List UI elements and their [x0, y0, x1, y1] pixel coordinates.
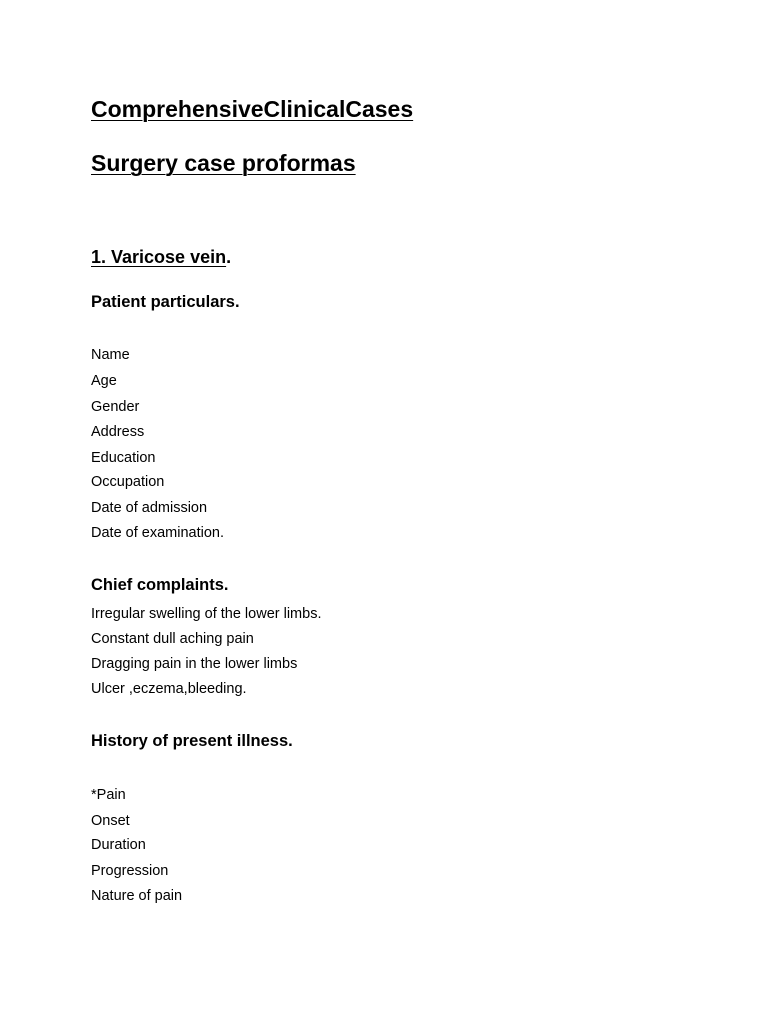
history-item-onset: Onset: [91, 813, 130, 829]
chief-complaints-heading: Chief complaints.: [91, 576, 229, 594]
patient-particulars-heading: Patient particulars.: [91, 293, 240, 311]
patient-field-education: Education: [91, 450, 156, 466]
history-present-illness-heading: History of present illness.: [91, 732, 293, 750]
complaint-item-dull-pain: Constant dull aching pain: [91, 631, 254, 647]
history-item-nature-of-pain: Nature of pain: [91, 888, 183, 904]
document-title: ComprehensiveClinicalCases: [91, 96, 414, 122]
patient-field-address: Address: [91, 424, 145, 440]
complaint-item-dragging-pain: Dragging pain in the lower limbs: [91, 656, 298, 672]
document-subtitle: Surgery case proformas: [91, 150, 356, 176]
patient-field-date-of-examination: Date of examination.: [91, 525, 224, 541]
case-heading: [91, 247, 231, 268]
case-heading-period: .: [226, 247, 232, 267]
patient-field-name: Name: [91, 347, 130, 363]
case-heading-text: 1. Varicose vein: [91, 247, 227, 267]
history-item-progression: Progression: [91, 863, 169, 879]
history-item-pain: *Pain: [91, 787, 126, 803]
patient-field-date-of-admission: Date of admission: [91, 500, 208, 516]
patient-field-occupation: Occupation: [91, 474, 165, 490]
patient-field-age: Age: [91, 373, 117, 389]
patient-field-gender: Gender: [91, 399, 140, 415]
complaint-item-swelling: Irregular swelling of the lower limbs.: [91, 606, 322, 622]
history-item-duration: Duration: [91, 837, 146, 853]
complaint-item-ulcer: Ulcer ,eczema,bleeding.: [91, 681, 247, 697]
